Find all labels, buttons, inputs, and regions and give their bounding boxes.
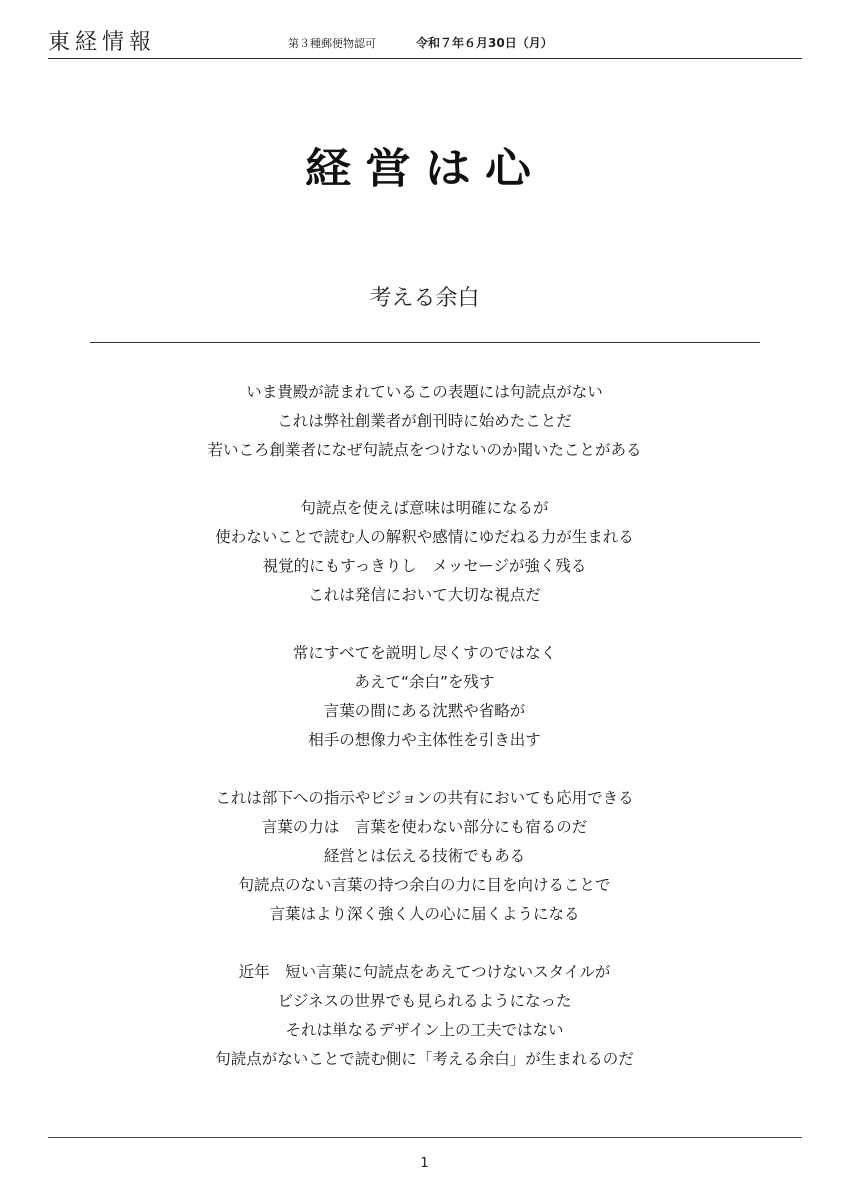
page-number: 1 <box>420 1156 429 1171</box>
text-line: ビジネスの世界でも見られるようになった <box>277 992 572 1010</box>
issue-date: 令和７年６月30日（月） <box>416 36 553 50</box>
text-line: 近年 短い言葉に句読点をあえてつけないスタイルが <box>238 963 611 981</box>
text-line: 相手の想像力や主体性を引き出す <box>308 731 541 749</box>
paragraph <box>0 378 849 465</box>
text-line: 常にすべてを説明し尽くすのではなく <box>292 644 557 662</box>
postal-permit: 第３種郵便物認可 <box>288 37 376 50</box>
text-line: それは単なるデザイン上の工夫ではない <box>285 1021 564 1039</box>
article-body <box>0 378 849 1103</box>
text-line: 句読点のない言葉の持つ余白の力に目を向けることで <box>238 876 611 894</box>
masthead: 東経情報 <box>48 30 157 55</box>
text-line: 句読点を使えば意味は明確になるが <box>300 499 549 517</box>
page-header <box>48 28 802 59</box>
paragraph <box>0 784 849 929</box>
text-line: 言葉の力は 言葉を使わない部分にも宿るのだ <box>261 818 588 836</box>
title-divider <box>90 342 760 343</box>
text-line: 言葉はより深く強く人の心に届くようになる <box>269 905 580 923</box>
text-line: これは発信において大切な視点だ <box>308 586 541 604</box>
text-line: 視覚的にもすっきりし メッセージが強く残る <box>262 557 587 575</box>
paragraph <box>0 639 849 755</box>
calligraphy-logo <box>286 142 564 194</box>
footer-divider <box>48 1137 802 1138</box>
text-line: 経営とは伝える技術でもある <box>323 847 526 865</box>
logo-text: 経営は心 <box>305 143 545 193</box>
paragraph <box>0 958 849 1074</box>
text-line: 若いころ創業者になぜ句読点をつけないのか聞いたことがある <box>207 441 642 459</box>
text-line: 言葉の間にある沈黙や省略が <box>323 702 526 720</box>
text-line: いま貴殿が読まれているこの表題には句読点がない <box>246 383 603 401</box>
text-line: あえて“余白”を残す <box>354 673 495 691</box>
text-line: これは部下への指示やビジョンの共有においても応用できる <box>215 789 634 807</box>
paragraph <box>0 494 849 610</box>
article-title: 考える余白 <box>369 286 480 311</box>
text-line: これは弊社創業者が創刊時に始めたことだ <box>277 412 572 430</box>
text-line: 使わないことで読む人の解釈や感情にゆだねる力が生まれる <box>215 528 634 546</box>
text-line: 句読点がないことで読む側に「考える余白」が生まれるのだ <box>215 1050 634 1068</box>
